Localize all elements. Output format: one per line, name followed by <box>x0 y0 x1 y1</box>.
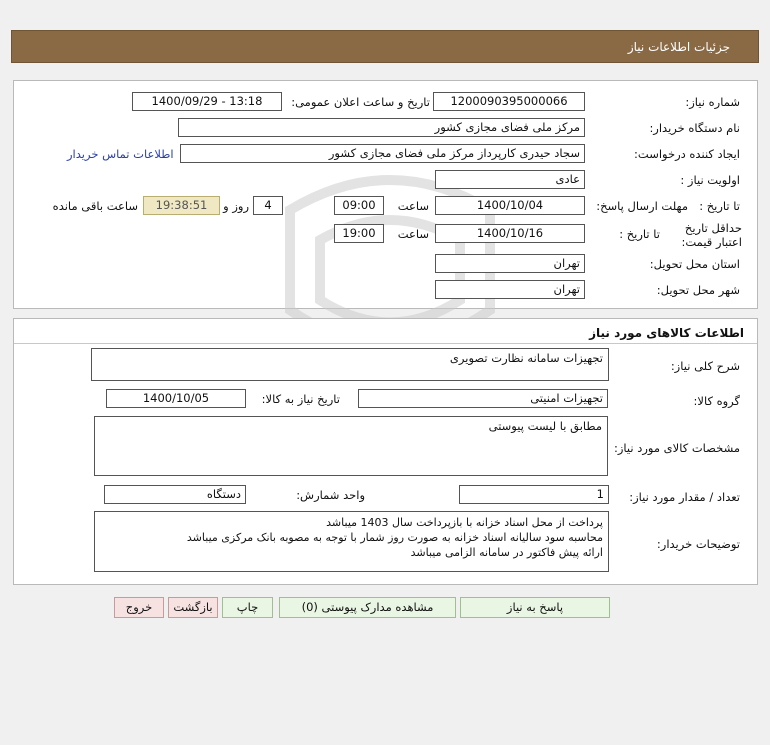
requester-field: سجاد حیدری کارپرداز مرکز ملی فضای مجازی کشور <box>180 144 585 163</box>
exit-button[interactable]: خروج <box>114 597 164 618</box>
reply-button[interactable]: پاسخ به نیاز <box>460 597 610 618</box>
priority-label: اولویت نیاز : <box>680 173 740 187</box>
priority-field: عادی <box>435 170 585 189</box>
need-date-field: 1400/10/05 <box>106 389 246 408</box>
days-remaining-field: 4 <box>253 196 283 215</box>
buyer-note-line: محاسبه سود سالیانه اسناد خزانه به صورت روز شمار با توجه به مصوبه بانک مرکزی میباشد <box>186 531 603 544</box>
need-number-field: 1200090395000066 <box>433 92 585 111</box>
deadline-time-field: 09:00 <box>334 196 384 215</box>
province-field: تهران <box>435 254 585 273</box>
need-date-label: تاریخ نیاز به کالا: <box>261 392 340 406</box>
deadline-date-field: 1400/10/04 <box>435 196 585 215</box>
remaining-time-label: ساعت باقی مانده <box>52 199 138 213</box>
validity-to-date-label: تا تاریخ : <box>619 227 660 241</box>
goods-group-label: گروه کالا: <box>693 394 740 408</box>
announce-field: 1400/09/29 - 13:18 <box>132 92 282 111</box>
buyer-notes-label: توضیحات خریدار: <box>656 537 740 551</box>
specs-field: مطابق با لیست پیوستی <box>94 416 608 476</box>
validity-label: حداقل تاریخ اعتبار قیمت: <box>681 221 742 249</box>
validity-date-field: 1400/10/16 <box>435 224 585 243</box>
remaining-time-field: 19:38:51 <box>143 196 220 215</box>
need-info-panel <box>13 80 758 309</box>
qty-label: تعداد / مقدار مورد نیاز: <box>629 490 740 504</box>
deadline-to-date-label: تا تاریخ : <box>699 199 740 213</box>
section-divider <box>14 343 757 344</box>
print-button[interactable]: چاپ <box>222 597 273 618</box>
goods-group-field: تجهیزات امنیتی <box>358 389 608 408</box>
general-desc-field: تجهیزات سامانه نظارت تصویری <box>91 348 609 381</box>
goods-section-title: اطلاعات کالاهای مورد نیاز <box>589 326 744 340</box>
buyer-note-line: پرداخت از محل اسناد خزانه با بازپرداخت سال 1403 میباشد <box>326 516 603 529</box>
buyer-org-field: مرکز ملی فضای مجازی کشور <box>178 118 585 137</box>
unit-label: واحد شمارش: <box>296 488 365 502</box>
deadline-label: مهلت ارسال پاسخ: <box>596 199 688 213</box>
qty-field: 1 <box>459 485 609 504</box>
need-number-label: شماره نیاز: <box>685 95 740 109</box>
days-label: روز و <box>223 199 249 213</box>
page-title: جزئیات اطلاعات نیاز <box>627 40 730 54</box>
unit-field: دستگاه <box>104 485 246 504</box>
buyer-contact-link[interactable]: اطلاعات تماس خریدار <box>67 147 174 161</box>
validity-time-label: ساعت <box>397 227 429 241</box>
general-desc-label: شرح کلی نیاز: <box>670 359 740 373</box>
announce-label: تاریخ و ساعت اعلان عمومی: <box>291 95 430 109</box>
buyer-notes-field <box>94 511 609 572</box>
city-field: تهران <box>435 280 585 299</box>
requester-label: ایجاد کننده درخواست: <box>634 147 740 161</box>
buyer-org-label: نام دستگاه خریدار: <box>649 121 740 135</box>
deadline-time-label: ساعت <box>397 199 429 213</box>
buyer-note-line: ارائه پیش فاکتور در سامانه الزامی میباشد <box>410 546 603 559</box>
specs-label: مشخصات کالای مورد نیاز: <box>613 441 740 455</box>
back-button[interactable]: بازگشت <box>168 597 218 618</box>
page-header <box>11 30 759 63</box>
province-label: استان محل تحویل: <box>649 257 740 271</box>
view-attachments-button[interactable]: مشاهده مدارک پیوستی (0) <box>279 597 456 618</box>
city-label: شهر محل تحویل: <box>656 283 740 297</box>
validity-time-field: 19:00 <box>334 224 384 243</box>
